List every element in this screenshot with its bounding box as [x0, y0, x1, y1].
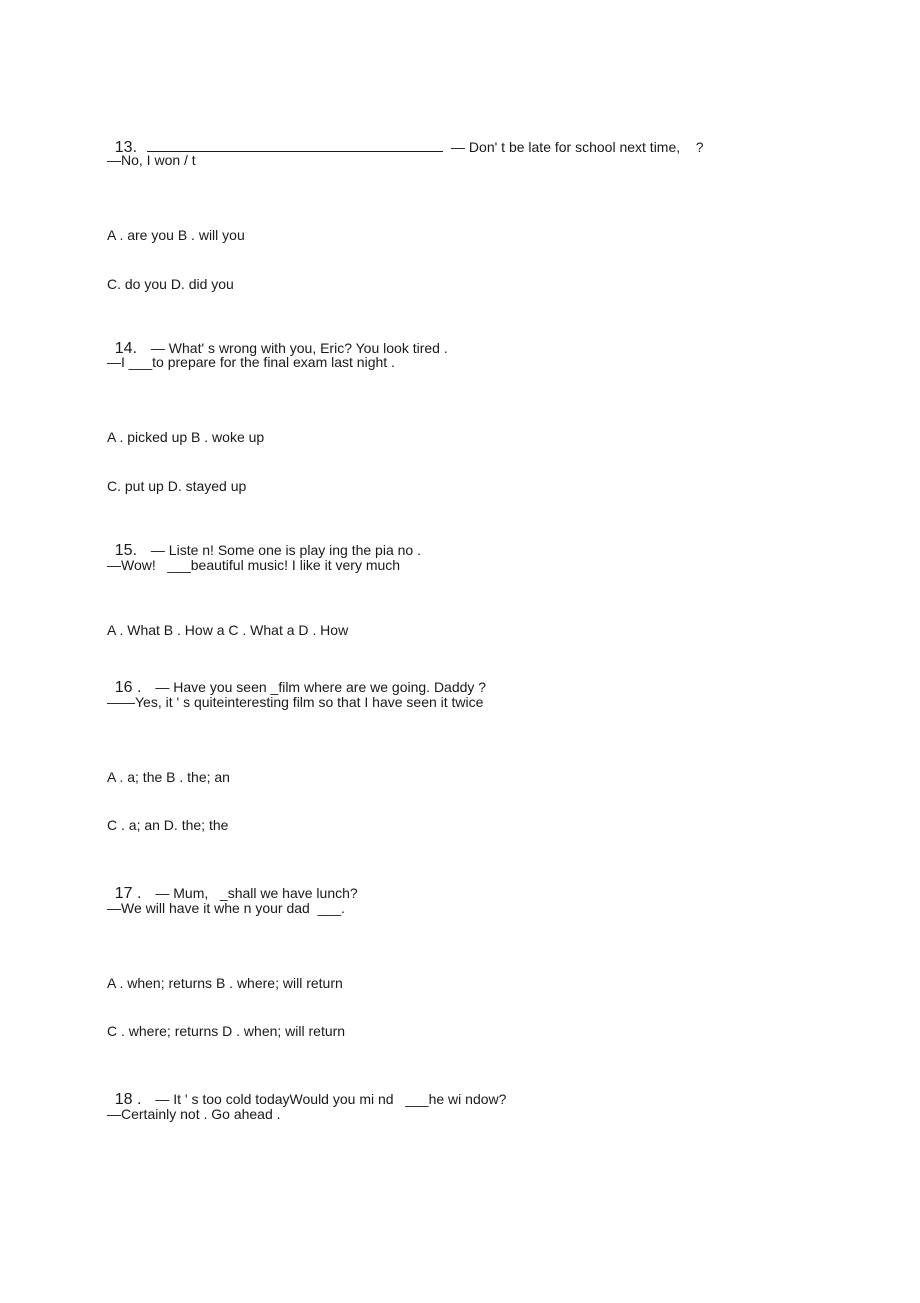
question-text: — Mum, _shall we have lunch?: [151, 885, 358, 901]
question-number: 18 .: [114, 1091, 142, 1108]
question-number: 15.: [114, 542, 138, 559]
question-text: — Don' t be late for school next time, ?: [451, 139, 704, 155]
question-13-options-cd: C. do you D. did you: [107, 276, 234, 292]
question-15-prompt: [107, 523, 421, 560]
question-text: — What' s wrong with you, Eric? You look tired .: [147, 340, 448, 356]
question-16-options-ab: A . a; the B . the; an: [107, 769, 230, 785]
question-17-prompt: [107, 866, 358, 903]
question-16-reply: ——Yes, it ' s quiteinteresting film so that I have seen it twice: [107, 694, 484, 710]
question-17-options-ab: A . when; returns B . where; will return: [107, 975, 343, 991]
question-16-options-cd: C . a; an D. the; the: [107, 817, 229, 833]
question-number: 13.: [114, 139, 138, 156]
question-text: — Liste n! Some one is play ing the pia no .: [147, 542, 421, 558]
question-14-options-ab: A . picked up B . woke up: [107, 429, 265, 445]
question-text: — Have you seen _film where are we going. Daddy ?: [151, 679, 487, 695]
question-17-options-cd: C . where; returns D . when; will return: [107, 1023, 346, 1039]
question-15-options: A . What B . How a C . What a D . How: [107, 622, 349, 638]
question-14-reply: —I ___to prepare for the final exam last night .: [107, 354, 395, 370]
question-18-reply: —Certainly not . Go ahead .: [107, 1106, 281, 1122]
question-13-options-ab: A . are you B . will you: [107, 227, 245, 243]
answer-blank: [147, 137, 443, 152]
question-15-reply: —Wow! ___beautiful music! I like it very much: [107, 557, 401, 573]
question-17-reply: —We will have it whe n your dad ___.: [107, 900, 345, 916]
question-14-options-cd: C. put up D. stayed up: [107, 478, 247, 494]
question-text: — It ' s too cold todayWould you mi nd ___he wi ndow?: [151, 1091, 507, 1107]
question-number: 16 .: [114, 679, 142, 696]
question-13-reply: —No, I won / t: [107, 152, 196, 168]
question-18-prompt: [107, 1072, 506, 1109]
question-number: 17 .: [114, 885, 142, 902]
question-16-prompt: [107, 660, 486, 697]
question-13-prompt: [107, 119, 704, 157]
question-number: 14.: [114, 340, 138, 357]
